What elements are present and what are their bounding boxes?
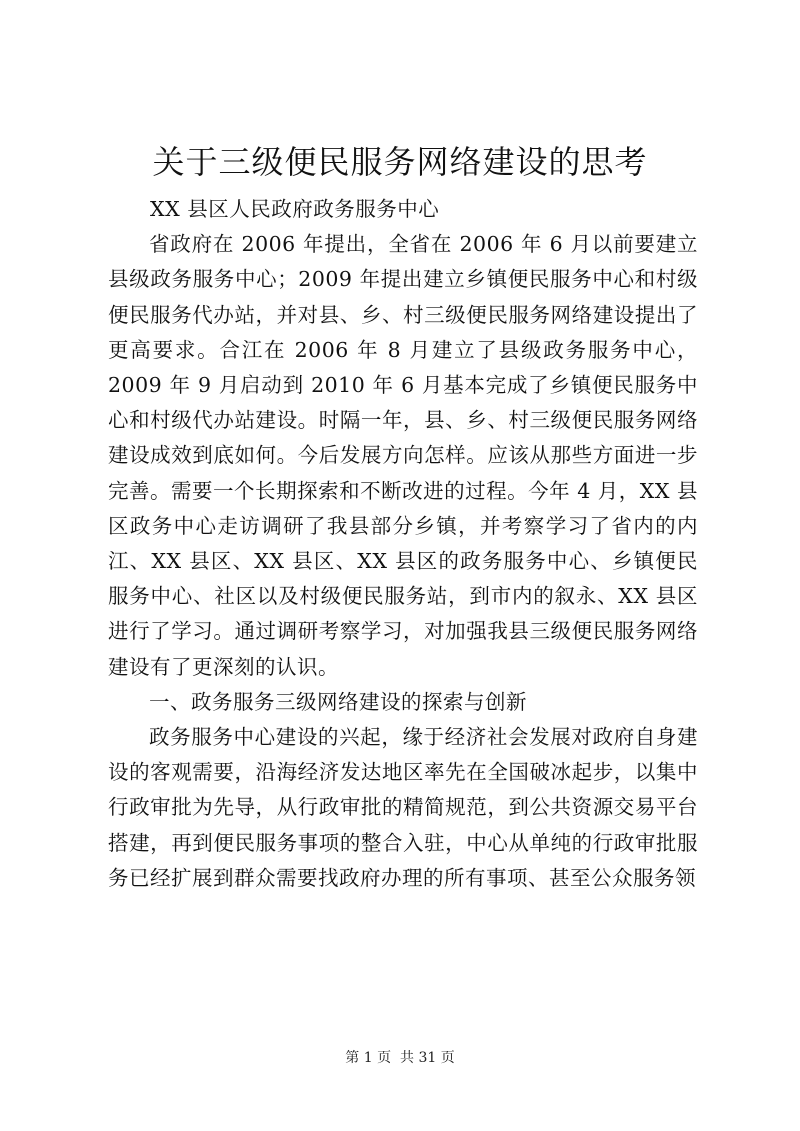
document-title: 关于三级便民服务网络建设的思考 — [152, 143, 648, 181]
document-body — [108, 192, 698, 896]
section-paragraph: 政务服务中心建设的兴起，缘于经济社会发展对政府自身建设的客观需要，沿海经济发达地区率先在全国破冰起步，以集中行政审批为先导，从行政审批的精简规范，到公共资源交易平台搭建，再到便民服务事项的整合入驻，中心从单纯的行政审批服务已经扩展到群众需要找政府办理的所有事项、甚至公众服务领 — [108, 725, 698, 890]
intro-paragraph: 省政府在 2006 年提出，全省在 2006 年 6 月以前要建立县级政务服务中心；2009 年提出建立乡镇便民服务中心和村级便民服务代办站，并对县、乡、村三级便民服务网络建设提出了更高要求。合江在 2006 年 8 月建立了县级政务服务中心，2009 年 9 月启动到 2010 年 6 月基本完成了乡镇便民服务中心和村级代办站建设。时隔一年，县、乡、村三级便民服务网络建设成效到底如何。今后发展方向怎样。应该从那些方面进一步完善。需要一个长期探索和不断改进的过程。今年 4 月，XX 县区政务中心走访调研了我县部分乡镇，并考察学习了省内的内江、XX 县区、XX 县区、XX 县区的政务服务中心、乡镇便民服务中心、社区以及村级便民服务站，到市内的叙永、XX 县区进行了学习。通过调研考察学习，对加强我县三级便民服务网络建设有了更深刻的认识。 — [108, 232, 698, 679]
document-subtitle: XX 县区人民政府政务服务中心 — [150, 197, 440, 221]
page-footer — [0, 1048, 800, 1068]
page-number-label: 第 1 页 共 31 页 — [345, 1050, 455, 1066]
section-heading: 一、政务服务三级网络建设的探索与创新 — [149, 689, 527, 714]
